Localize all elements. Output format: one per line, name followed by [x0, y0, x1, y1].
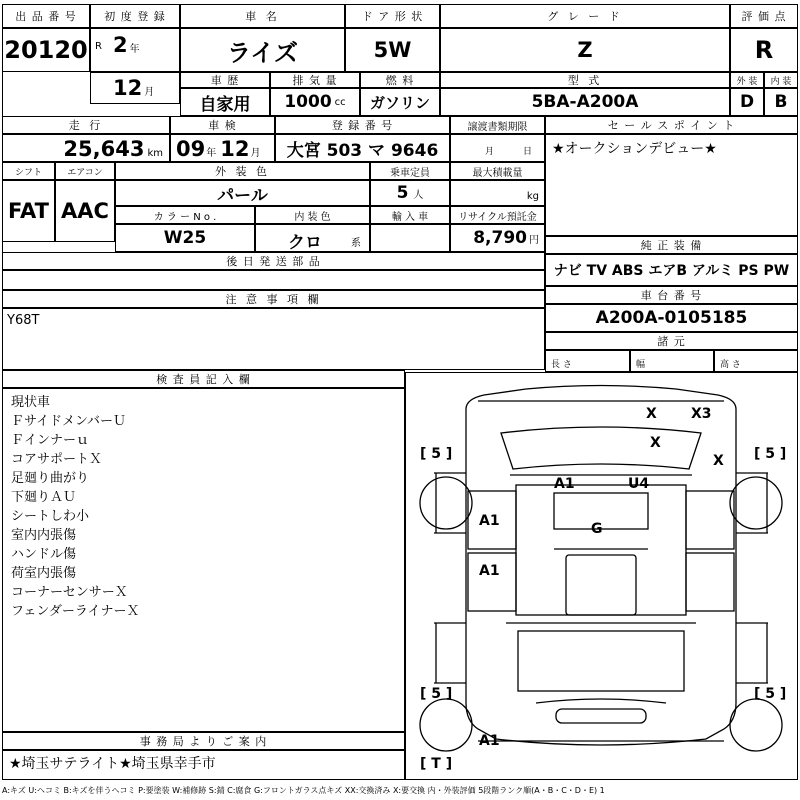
exterior-color-label: 外 装 色 [215, 165, 270, 178]
fuel-label: 燃 料 [385, 74, 415, 87]
model-code-label: 型 式 [567, 74, 603, 87]
max-load-unit: kg [526, 191, 539, 202]
interior-color-value: クロ [288, 233, 322, 253]
genuine-equip-label: 純 正 装 備 [640, 239, 703, 252]
transfer-label: 譲渡書類期限 [467, 121, 528, 133]
mileage-label: 走 行 [68, 119, 104, 132]
length-cell [545, 350, 630, 372]
exterior-color-value-cell [115, 180, 370, 206]
aircon-value-cell [55, 180, 115, 242]
inspector-note-line: ハンドル傷 [11, 547, 77, 562]
inspector-note-line: 現状車 [11, 395, 51, 410]
car-name-value: ライズ [226, 38, 299, 67]
displacement-value: 1000 [284, 92, 332, 112]
diagram-damage-mark: [ 5 ] [420, 446, 453, 462]
width-label: 幅 [636, 360, 646, 370]
sales-point-value-cell [545, 134, 798, 236]
office-label-cell [2, 732, 405, 750]
inspector-note-line: ＦサイドメンバーＵ [11, 414, 127, 429]
seats-value: 5 [396, 183, 409, 203]
shareki-label-cell [180, 72, 270, 88]
inspector-note-line: コーナーセンサーＸ [11, 585, 128, 600]
office-label: 事 務 局 よ り ご 案 内 [139, 735, 268, 748]
inspection-label: 車 検 [208, 119, 237, 132]
interior-color-label-cell [255, 206, 370, 224]
inspector-note-line: 荷室内張傷 [11, 566, 77, 581]
exterior-grade-label: 外 装 [736, 76, 758, 87]
fuel-value-cell [360, 88, 440, 116]
shift-label: シフト [14, 167, 42, 178]
color-no-value: W25 [163, 228, 207, 248]
genuine-equip-value: ナビ TV ABS エアB アルミ PS PW [553, 263, 790, 279]
diagram-damage-mark: [ 5 ] [420, 686, 453, 702]
color-no-label-cell [115, 206, 255, 224]
footer-legend-cell [2, 782, 798, 798]
chassis-label-cell [545, 286, 798, 304]
exterior-grade-value: D [739, 92, 755, 112]
door-value: 5W [373, 38, 412, 62]
inspector-note-line: 下廻りＡＵ [11, 490, 77, 505]
office-text: ★埼玉サテライト★埼玉県幸手市 [9, 756, 216, 772]
door-label: ド ア 形 状 [361, 10, 424, 23]
interior-grade-label: 内 装 [770, 76, 792, 87]
inspector-note-line: コアサポートＸ [11, 452, 103, 467]
inspector-label: 検 査 員 記 入 欄 [156, 373, 251, 386]
inspector-notes-list [3, 389, 404, 621]
interior-grade-value: B [774, 92, 788, 112]
aircon-label: エアコン [67, 167, 103, 178]
diagram-damage-mark: A1 [479, 733, 500, 749]
displacement-value-cell [270, 88, 360, 116]
mileage-value: 25,643 [63, 137, 145, 161]
length-label: 長 さ [551, 360, 572, 370]
aircon-value: AAC [61, 199, 109, 223]
interior-grade-label-cell [764, 72, 798, 88]
diagram-damage-mark: U4 [628, 476, 650, 492]
score-label-cell [730, 4, 798, 28]
transfer-day-unit: 日 [523, 147, 533, 157]
diagram-damage-mark: A1 [554, 476, 575, 492]
sales-point-value: ★オークションデビュー★ [552, 141, 717, 157]
inspector-note-line: シートしわ小 [11, 509, 90, 524]
caution-label: 注 意 事 項 欄 [225, 293, 322, 306]
dimensions-label: 諸 元 [657, 335, 686, 348]
later-parts-label: 後 日 発 送 部 品 [226, 255, 321, 268]
chassis-value: A200A-0105185 [595, 308, 748, 328]
max-load-label-cell [450, 162, 545, 180]
car-diagram-svg [406, 373, 797, 779]
door-cell [345, 28, 440, 72]
recycle-label-cell [450, 206, 545, 224]
first-reg-year-value: 2 [113, 33, 128, 57]
score-cell [730, 28, 798, 72]
fuel-value: ガソリン [369, 93, 430, 112]
lot-number-value: 20120 [4, 36, 88, 64]
caution-value-cell [2, 308, 545, 370]
grade-value: Z [577, 38, 593, 62]
aircon-label-cell [55, 162, 115, 180]
transfer-label-cell [450, 116, 545, 134]
score-value: R [754, 36, 774, 64]
later-parts-value-cell [2, 270, 545, 290]
sales-point-label: セ ー ル ス ポ イ ン ト [607, 119, 736, 132]
first-reg-label-cell [90, 4, 180, 28]
sales-point-label-cell [545, 116, 798, 134]
grade-cell [440, 28, 730, 72]
reg-no-label-cell [275, 116, 450, 134]
diagram-damage-mark: X [650, 435, 661, 451]
seats-unit: 人 [413, 189, 424, 201]
first-reg-era: R [95, 41, 102, 52]
reg-no-label: 登 録 番 号 [331, 119, 394, 132]
car-diagram-panel [405, 372, 798, 780]
inspection-value-cell [170, 134, 275, 162]
lot-number-label: 出 品 番 号 [15, 10, 77, 23]
chassis-label: 車 台 番 号 [640, 289, 703, 302]
transfer-month-unit: 月 [485, 147, 495, 157]
max-load-value-cell [450, 180, 545, 206]
grade-label-cell [440, 4, 730, 28]
recycle-unit: 円 [529, 235, 539, 246]
diagram-damage-mark: [ 5 ] [754, 446, 787, 462]
seats-label-cell [370, 162, 450, 180]
caution-label-cell [2, 290, 545, 308]
model-code-value: 5BA-A200A [531, 92, 639, 112]
height-label: 高 さ [720, 360, 741, 370]
fuel-label-cell [360, 72, 440, 88]
recycle-label: リサイクル預託金 [458, 211, 537, 223]
seats-value-cell [370, 180, 450, 206]
first-reg-label: 初 度 登 録 [104, 10, 166, 23]
height-cell [714, 350, 798, 372]
diagram-damage-mark: A1 [479, 563, 500, 579]
grade-label: グ レ ー ド [547, 10, 623, 23]
diagram-damage-mark: X [713, 453, 724, 469]
inspector-notes-cell [2, 388, 405, 732]
import-label-cell [370, 206, 450, 224]
inspection-label-cell [170, 116, 275, 134]
shift-value: FAT [8, 199, 49, 223]
score-label: 評 価 点 [741, 10, 787, 23]
mileage-unit: km [147, 148, 163, 159]
car-name-label: 車 名 [245, 10, 280, 23]
exterior-grade-label-cell [730, 72, 764, 88]
exterior-color-label-cell [115, 162, 370, 180]
shift-label-cell [2, 162, 55, 180]
seats-label: 乗車定員 [390, 167, 430, 179]
displacement-label: 排 気 量 [292, 74, 338, 87]
first-reg-value-cell [90, 28, 180, 72]
inspector-note-line: 室内内張傷 [11, 528, 77, 543]
max-load-label: 最大積載量 [472, 167, 523, 179]
diagram-damage-mark: G [591, 521, 603, 537]
chassis-value-cell [545, 304, 798, 332]
diagram-damage-mark: A1 [479, 513, 500, 529]
shareki-label: 車 歴 [210, 74, 240, 87]
inspector-note-line: フェンダーライナーＸ [11, 604, 140, 619]
reg-no-value: 大宮 503 マ 9646 [286, 140, 439, 161]
dimensions-label-cell [545, 332, 798, 350]
model-code-value-cell [440, 88, 730, 116]
inspection-month-value: 12 [220, 137, 250, 161]
inspector-note-line: Ｆインナーｕ [11, 433, 90, 448]
inspection-month-unit: 月 [250, 148, 261, 159]
exterior-color-value: パール [217, 185, 268, 206]
lot-number-label-cell [2, 4, 90, 28]
mileage-label-cell [2, 116, 170, 134]
first-reg-month-unit: 月 [144, 87, 155, 98]
shift-value-cell [2, 180, 55, 242]
door-label-cell [345, 4, 440, 28]
interior-color-label: 内 装 色 [294, 211, 331, 223]
diagram-damage-mark: X3 [691, 406, 712, 422]
shareki-value-cell [180, 88, 270, 116]
later-parts-label-cell [2, 252, 545, 270]
inspector-note-line: 足廻り曲がり [11, 471, 90, 486]
inspection-year-value: 09 [176, 137, 206, 161]
first-reg-month-value: 12 [113, 76, 143, 100]
model-code-label-cell [440, 72, 730, 88]
transfer-value-cell [450, 134, 545, 162]
displacement-unit: cc [334, 96, 346, 108]
caution-value: Y68T [7, 313, 40, 328]
inspector-label-cell [2, 370, 405, 388]
mileage-value-cell [2, 134, 170, 162]
footer-legend: A:キズ U:ヘコミ B:キズを伴うヘコミ P:要塗装 W:補修跡 S:錆 C:腐食 G:フロントガラス点キズ XX:交換済み X:要交換 内・外装評価 5段階ランク順(A・B・C・D・E) 1 [2, 785, 605, 795]
car-name-cell [180, 28, 345, 72]
displacement-label-cell [270, 72, 360, 88]
reg-no-value-cell [275, 134, 450, 162]
diagram-damage-mark: [ 5 ] [754, 686, 787, 702]
shareki-value: 自家用 [199, 94, 251, 115]
genuine-equip-label-cell [545, 236, 798, 254]
inspection-year-unit: 年 [206, 148, 217, 159]
diagram-damage-mark: [ T ] [420, 756, 453, 772]
import-label: 輸 入 車 [391, 211, 429, 223]
color-no-value-cell [115, 224, 255, 252]
first-reg-month-cell [90, 72, 180, 104]
interior-color-value-cell [255, 224, 370, 252]
diagram-damage-mark: X [646, 406, 657, 422]
color-no-label: カ ラ ー N o . [153, 211, 217, 223]
genuine-equip-value-cell [545, 254, 798, 286]
recycle-value: 8,790 [473, 228, 527, 248]
recycle-value-cell [450, 224, 545, 252]
car-name-label-cell [180, 4, 345, 28]
exterior-grade-cell [730, 88, 764, 116]
office-value-cell [2, 750, 405, 780]
interior-grade-cell [764, 88, 798, 116]
lot-number-cell [2, 28, 90, 72]
interior-color-suffix: 系 [351, 238, 361, 249]
first-reg-year-unit: 年 [129, 44, 140, 55]
import-value-cell [370, 224, 450, 252]
width-cell [630, 350, 714, 372]
